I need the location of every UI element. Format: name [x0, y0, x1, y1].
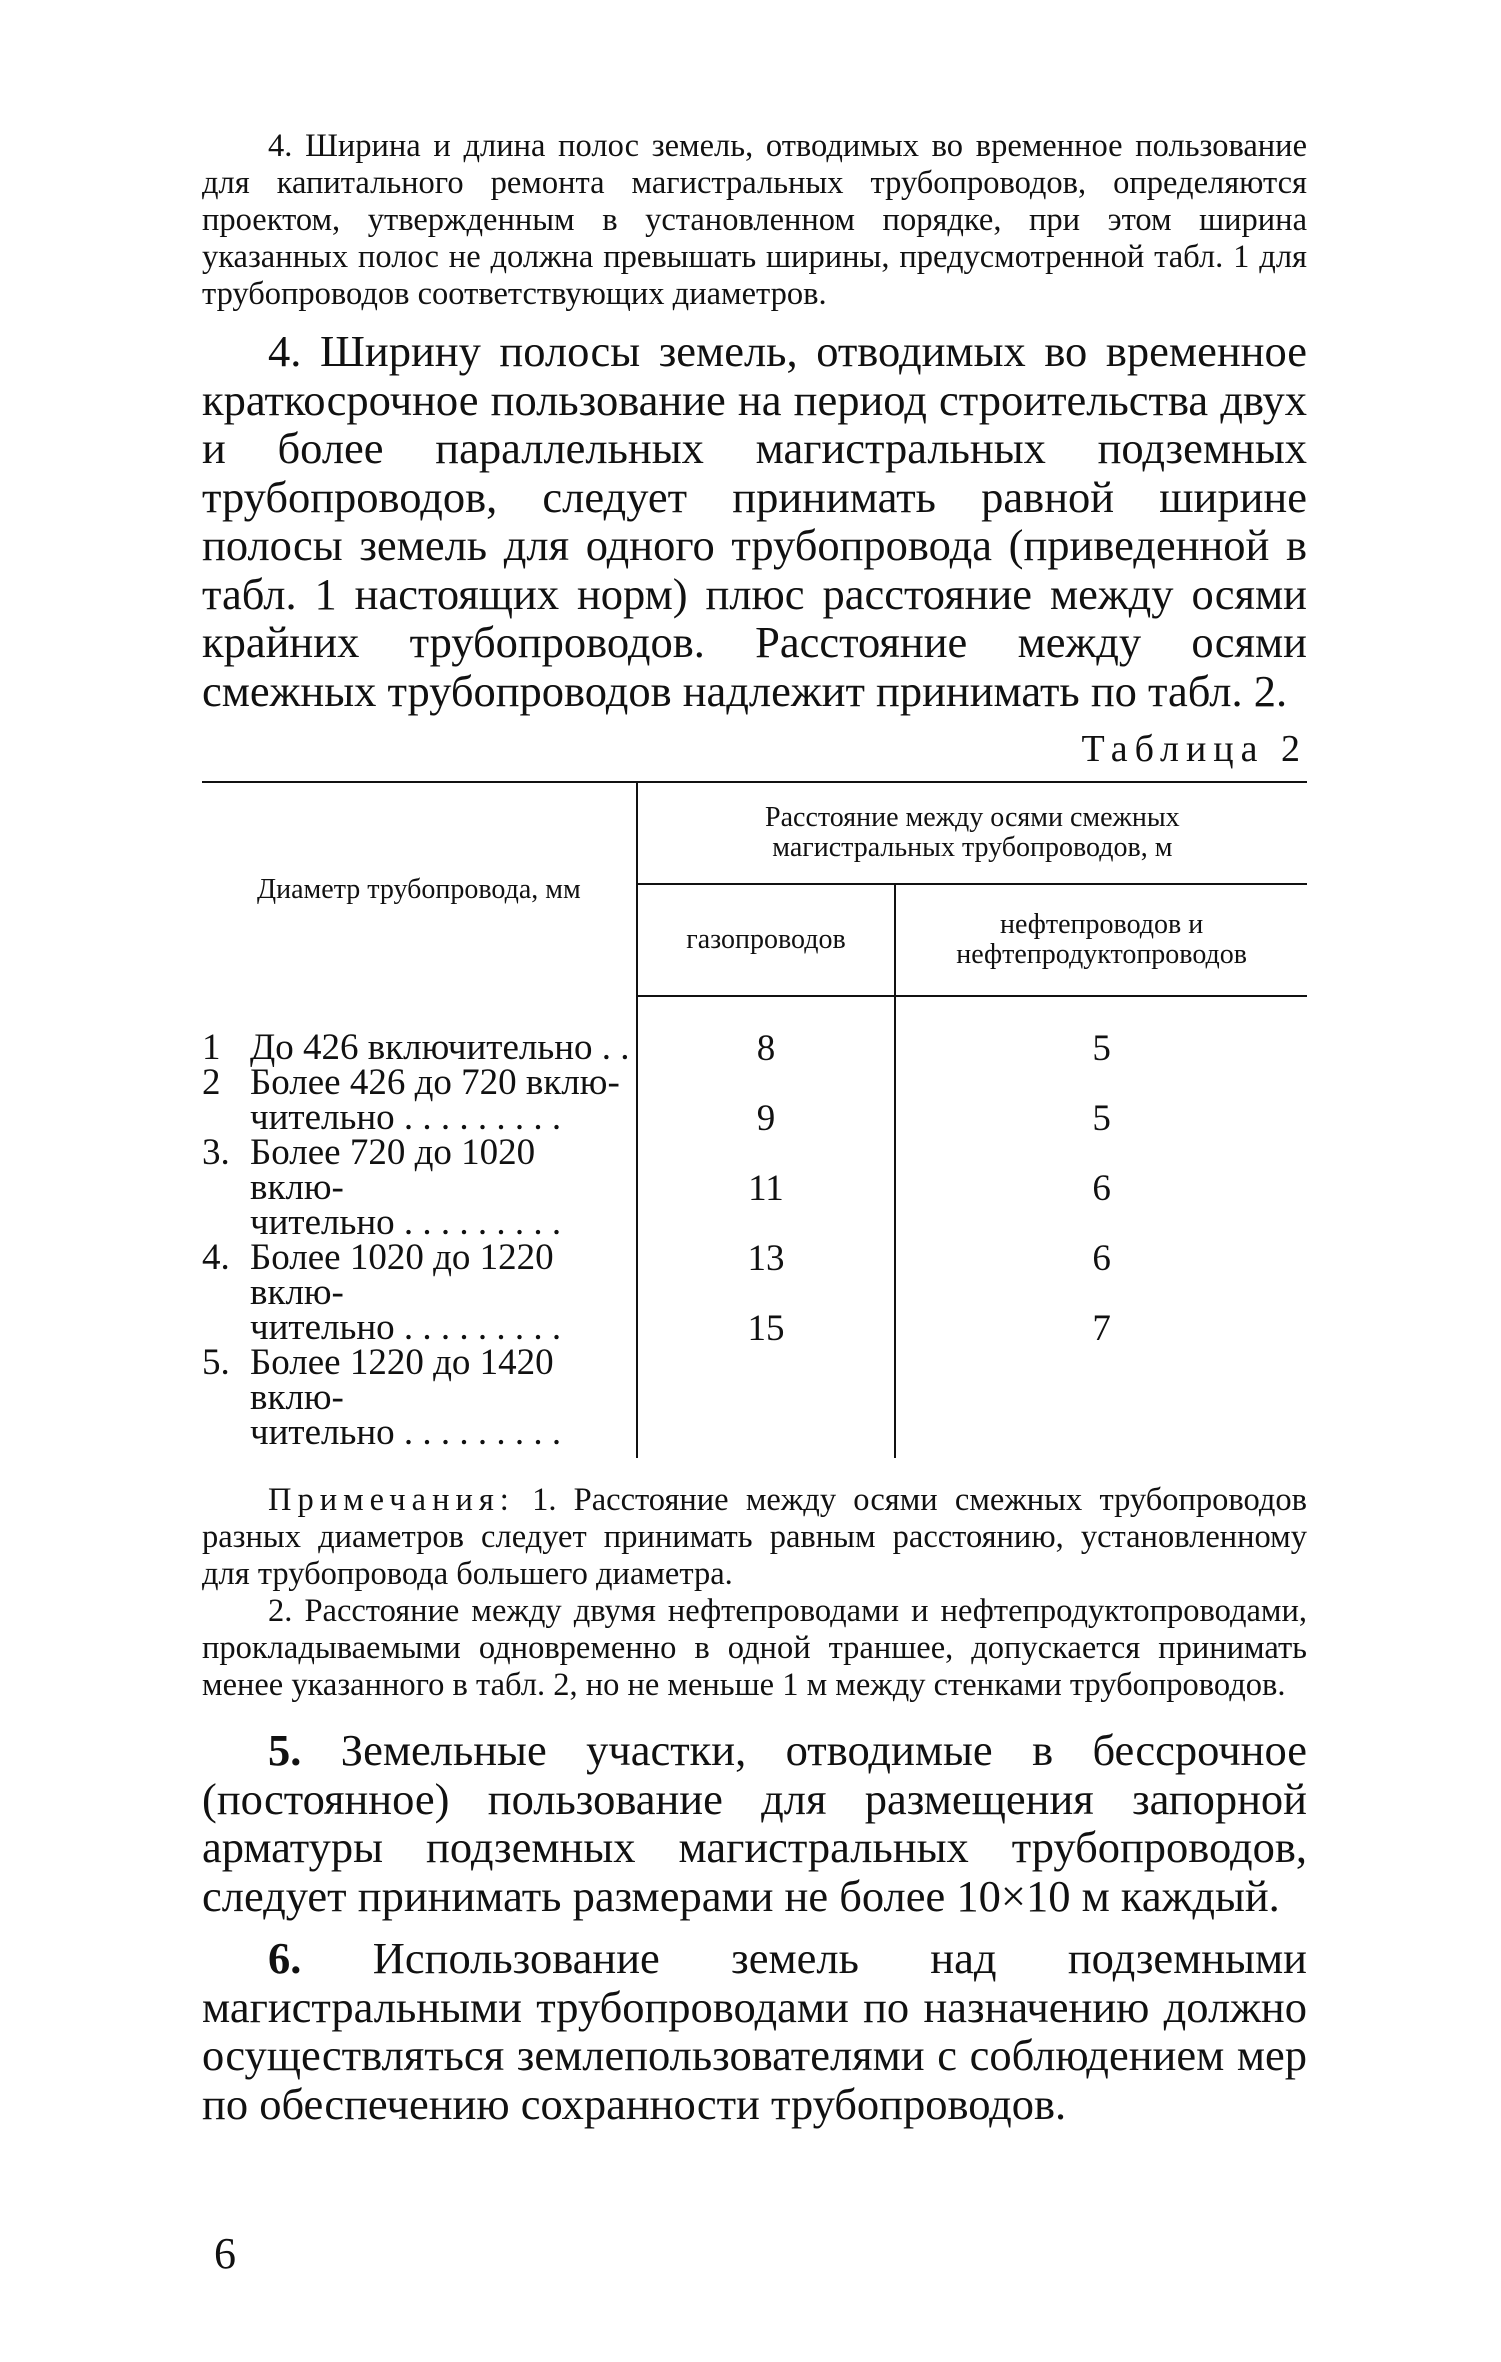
- header-gas: газопроводов: [637, 884, 896, 996]
- paragraph-text: Использование земель над подземными магистральными трубопроводами по назначению должно осуществляться землепользователями с соблюдением мер по обеспечению сохранности трубопроводов.: [202, 1933, 1307, 2129]
- table-caption: Таблица 2: [1081, 728, 1307, 770]
- table-row-label: 2 Более 426 до 720 вклю- чительно . . . . . . . . .: [202, 1062, 620, 1138]
- header-distance-group-text: Расстояние между осями смежных магистральных трубопроводов, м: [765, 802, 1180, 863]
- cell-oil: 6: [1092, 1238, 1111, 1279]
- page-number: 6: [214, 2229, 236, 2278]
- page: [202, 0, 1307, 2128]
- cell-gas: 8: [756, 1028, 776, 1069]
- header-oil-text: нефтепроводов и нефтепродуктопроводов: [956, 909, 1247, 970]
- distance-table: [202, 781, 1307, 1458]
- header-oil: [895, 884, 1307, 996]
- paragraph-4-small: 4. Ширина и длина полос земель, отводимых во временное пользование для капитального ремонта магистральных трубопроводов, определяются проектом, утвержденным в установленном порядке, при этом ширина указанных полос не должна превышать ширины, предусмотренной табл. 1 для трубопроводов соответствующих диаметров.: [202, 128, 1307, 312]
- cell-oil: 7: [1092, 1308, 1111, 1349]
- cell-oil: 5: [1092, 1098, 1111, 1139]
- rows-labels: [202, 996, 637, 1458]
- table-row-label: 1 До 426 включительно . .: [202, 1027, 630, 1068]
- note-1: Примечания: 1. Расстояние между осями смежных трубопроводов разных диаметров следует принимать равным расстоянию, установленному для трубопровода большего диаметра.: [202, 1482, 1307, 1592]
- cell-oil: 6: [1092, 1168, 1111, 1209]
- paragraph-text: Земельные участки, отводимые в бессрочное (постоянное) пользование для размещения запорной арматуры подземных магистральных трубопроводов, следует принимать размерами не более 10×10 м каждый.: [202, 1725, 1307, 1921]
- table-row-label: 3. Более 720 до 1020 вклю- чительно . . . . . . . . .: [202, 1132, 562, 1243]
- notes-label: Примечания:: [268, 1482, 515, 1518]
- note-2: 2. Расстояние между двумя нефтепроводами и нефтепродуктопроводами, прокладываемыми одновременно в одной траншее, допускается принимать менее указанного в табл. 2, но не меньше 1 м между стенками трубопроводов.: [202, 1593, 1307, 1703]
- table-notes: [202, 1482, 1307, 1704]
- header-distance-group: [637, 782, 1307, 884]
- column-oil-values: [895, 996, 1307, 1458]
- paragraph-4-large: [202, 327, 1307, 715]
- table-row-label: 5. Более 1220 до 1420 вклю- чительно . . . . . . . . .: [202, 1342, 562, 1453]
- cell-oil: 5: [1092, 1028, 1111, 1069]
- paragraph-number: 5.: [268, 1725, 302, 1775]
- cell-gas: 15: [747, 1308, 785, 1349]
- paragraph-text: Ширину полосы земель, отводимых во временное краткосрочное пользование на период строительства двух и более параллельных магистральных подземных трубопроводов, следует принимать равной ширине полосы земель для одного трубопровода (приведенной в табл. 1 настоящих норм) плюс расстояние между осями крайних трубопроводов. Расстояние между осями смежных трубопроводов надлежит принимать по табл. 2.: [202, 326, 1308, 716]
- table-row-label: 4. Более 1020 до 1220 вклю- чительно . . . . . . . . .: [202, 1237, 562, 1348]
- paragraph-6: [202, 1934, 1307, 2128]
- paragraph-number: 4.: [268, 326, 302, 376]
- paragraph-5: [202, 1726, 1307, 1920]
- cell-gas: 9: [756, 1098, 776, 1139]
- column-gas-values: [637, 996, 896, 1458]
- paragraph-number: 6.: [268, 1933, 302, 1983]
- header-diameter: Диаметр трубопровода, мм: [202, 782, 637, 996]
- cell-gas: 13: [747, 1238, 785, 1279]
- cell-gas: 11: [748, 1168, 784, 1209]
